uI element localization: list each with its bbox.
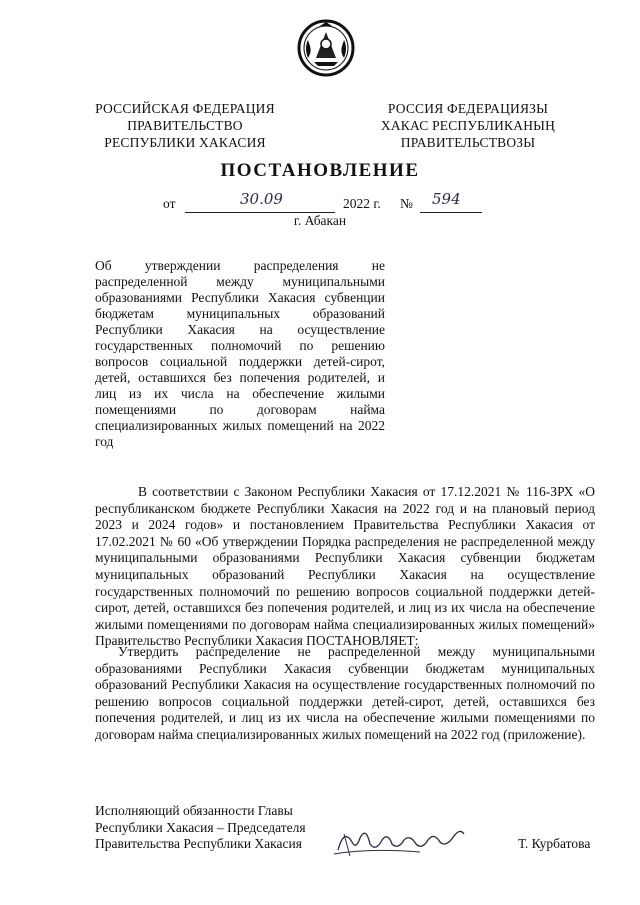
body-paragraph-2: Утвердить распределение не распределенной между муниципальными образованиями Республики Хакасия субвенции бюджетам муниципальных образований Республики Хакасия на осуществление государственных полномочий по решению вопросов социальной поддержки детей-сирот, детей, оставшихся без попечения родителей, и лиц из их числа на обеспечение жилыми помещениями по договорам найма специализированных жилых помещений на 2022 год (приложение). — [95, 644, 595, 742]
coat-of-arms-icon — [296, 18, 356, 78]
date-handwritten: 30.09 — [240, 190, 283, 208]
signatory-name: Т. Курбатова — [518, 836, 591, 851]
header-left-line1: РОССИЙСКАЯ ФЕДЕРАЦИЯ — [95, 101, 275, 116]
header-left-line3: РЕСПУБЛИКИ ХАКАСИЯ — [104, 135, 266, 150]
number-sign: № — [400, 196, 413, 211]
position-line2: Республики Хакасия – Председателя — [95, 819, 306, 835]
document-title: ПОСТАНОВЛЕНИЕ — [220, 160, 420, 181]
number-handwritten: 594 — [432, 190, 461, 208]
body-paragraph-1: В соответствии с Законом Республики Хакасия от 17.12.2021 № 116-ЗРХ «О республиканском бюджете Республики Хакасия на 2022 год и на плановый период 2023 и 2024 годов» и постановлением Правительства Республики Хакасия от 17.02.2021 № 60 «Об утверждении Порядка распределения не распределенной между муниципальными образованиями Республики Хакасия субвенции бюджетам муниципальных образований Республики Хакасия на осуществление государственных полномочий по решению вопросов социальной поддержки детей-сирот, детей, оставшихся без попечения родителей, и лиц из их числа на обеспечение жилыми помещениями по договорам найма специализированных жилых помещений» Правительство Республики Хакасия ПОСТАНОВЛЯЕТ: — [95, 484, 595, 649]
date-prefix: от — [163, 196, 176, 211]
document-year: 2022 г. — [343, 196, 381, 211]
header-right-line2: ХАКАС РЕСПУБЛИКАНЫҢ — [380, 118, 556, 133]
position-line1: Исполняющий обязанности Главы — [95, 803, 293, 818]
header-right-line1: РОССИЯ ФЕДЕРАЦИЯЗЫ — [387, 101, 549, 116]
city: г. Абакан — [293, 213, 347, 228]
header-left — [88, 100, 282, 151]
subject-text: Об утверждении распределения не распределенной между муниципальными образованиями Республики Хакасия субвенции бюджетам муниципальных образований Республики Хакасия на осуществление государственных полномочий по решению вопросов социальной поддержки детей-сирот, детей, оставшихся без попечения родителей, и лиц из их числа на обеспечение жилыми помещениями по договорам найма специализированных жилых помещений на 2022 год — [95, 258, 385, 449]
position-line3: Правительства Республики Хакасия — [95, 836, 302, 851]
handwritten-signature — [330, 820, 480, 860]
header-right-line3: ПРАВИТЕЛЬСТВОЗЫ — [400, 135, 536, 150]
header-right — [370, 100, 566, 151]
signatory-position — [95, 803, 306, 853]
header-left-line2: ПРАВИТЕЛЬСТВО — [127, 118, 243, 133]
